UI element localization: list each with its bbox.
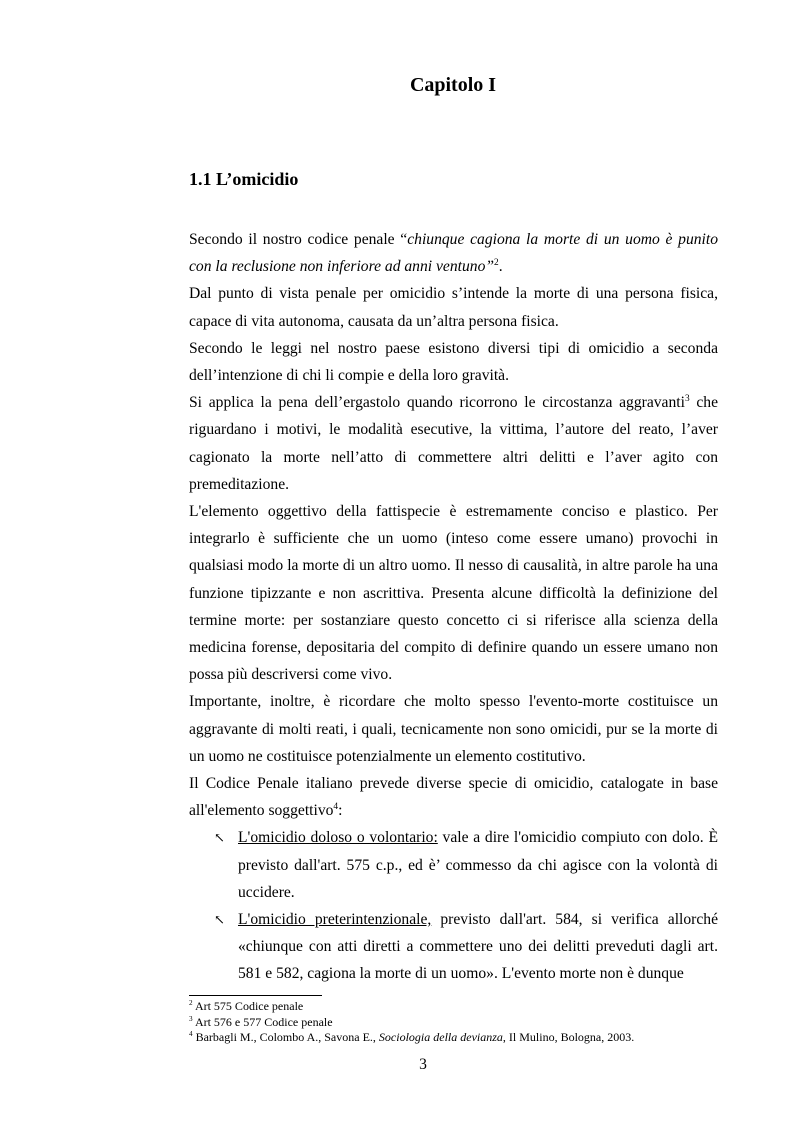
paragraph-4 bbox=[189, 389, 718, 498]
section-number: 1.1 bbox=[189, 169, 212, 189]
case-term: L'omicidio doloso o volontario: bbox=[238, 829, 438, 847]
paragraph-7 bbox=[189, 770, 718, 824]
footnote-4 bbox=[189, 1030, 729, 1046]
case-text: vale a dire l'omicidio compiuto con dolo. È previsto dall'art. 575 c.p., ed è’ commesso da chi agisce con la volontà di uccidere. bbox=[238, 829, 718, 901]
footnote-text: Art 575 Codice penale bbox=[194, 999, 304, 1013]
arrow-bullet-icon: ↖ bbox=[214, 912, 225, 928]
paragraph-7-lead: Il Codice Penale italiano prevede diverse specie di omicidio, catalogate in base all'elemento soggettivo bbox=[189, 775, 718, 820]
paragraph-1-lead: Secondo il nostro codice penale “ bbox=[189, 231, 408, 248]
paragraph-4-rest: che riguardano i motivi, le modalità esecutive, la vittima, l’autore del reato, l’aver cagionato la morte nell’atto di commettere altri delitti e l’aver agito con premeditazione. bbox=[189, 394, 719, 493]
footnote-2 bbox=[189, 999, 729, 1015]
paragraph-5: L'elemento oggettivo della fattispecie è estremamente conciso e plastico. Per integrarlo è sufficiente che un uomo (inteso come essere umano) provochi in qualsiasi modo la morte di un altro uomo. Il nesso di causalità, in altre parole ha una funzione tipizzante e non ascrittiva. Presenta alcune difficoltà la definizione del termine morte: per sostanziare questo concetto ci si riferisce alla scienza della medicina forense, depositaria del compito di definire quando un essere umano non possa più descriversi come vivo. bbox=[189, 503, 718, 684]
body-text bbox=[189, 226, 718, 988]
footnote-text: Art 576 e 577 Codice penale bbox=[194, 1014, 333, 1029]
arrow-bullet-icon: ↖ bbox=[214, 830, 225, 846]
paragraph-3: Secondo le leggi nel nostro paese esistono diversi tipi di omicidio a seconda dell’intenzione di chi li compie e della loro gravità. bbox=[189, 339, 718, 385]
paragraph-2: Dal punto di vista penale per omicidio s’intende la morte di una persona fisica, capace di vita autonoma, causata da un’altra persona fisica. bbox=[189, 285, 718, 330]
footnotes bbox=[189, 999, 729, 1046]
chapter-title: Capitolo I bbox=[409, 74, 497, 96]
section-heading bbox=[189, 169, 298, 190]
list-item bbox=[214, 906, 718, 988]
page-number: 3 bbox=[419, 1056, 427, 1073]
list-item bbox=[214, 824, 718, 906]
section-title: L’omicidio bbox=[216, 169, 299, 189]
footnote-ref-2: 2 bbox=[494, 258, 499, 269]
footnote-number: 2 bbox=[189, 999, 193, 1007]
paragraph-7-end: : bbox=[338, 802, 343, 820]
homicide-types-list bbox=[189, 824, 718, 987]
footnote-number: 3 bbox=[189, 1014, 193, 1023]
paragraph-4-lead: Si applica la pena dell’ergastolo quando ricorrono le circostanza aggravanti bbox=[189, 394, 685, 412]
paragraph-1 bbox=[189, 226, 718, 280]
footnote-number: 4 bbox=[189, 1030, 193, 1039]
law-quote: chiunque cagiona la morte di un uomo è punito con la reclusione non inferiore ad anni ventuno” bbox=[189, 231, 718, 276]
footnote-ref-4: 4 bbox=[333, 802, 339, 813]
footnote-book-title: Sociologia della devianza bbox=[378, 1030, 503, 1045]
paragraph-6: Importante, inoltre, è ricordare che molto spesso l'evento-morte costituisce un aggravante di molti reati, i quali, tecnicamente non sono omicidi, pur se la morte di un uomo ne costituisce potenzialmente un elemento costitutivo. bbox=[189, 693, 718, 765]
case-text: previsto dall'art. 584, si verifica allorché «chiunque con atti diretti a commettere uno dei delitti preveduti dagli art. 581 e 582, cagiona la morte di un uomo». L'evento morte non è dunque bbox=[238, 911, 718, 983]
case-term: L'omicidio preterintenzionale, bbox=[238, 911, 432, 929]
footnote-3 bbox=[189, 1015, 729, 1031]
footnote-authors: Barbagli M., Colombo A., Savona E., bbox=[195, 1030, 379, 1045]
paragraph-1-end: . bbox=[498, 258, 503, 276]
footnote-publisher: , Il Mulino, Bologna, 2003. bbox=[502, 1030, 635, 1045]
footnote-divider bbox=[189, 995, 322, 996]
footnote-ref-3: 3 bbox=[684, 394, 690, 405]
